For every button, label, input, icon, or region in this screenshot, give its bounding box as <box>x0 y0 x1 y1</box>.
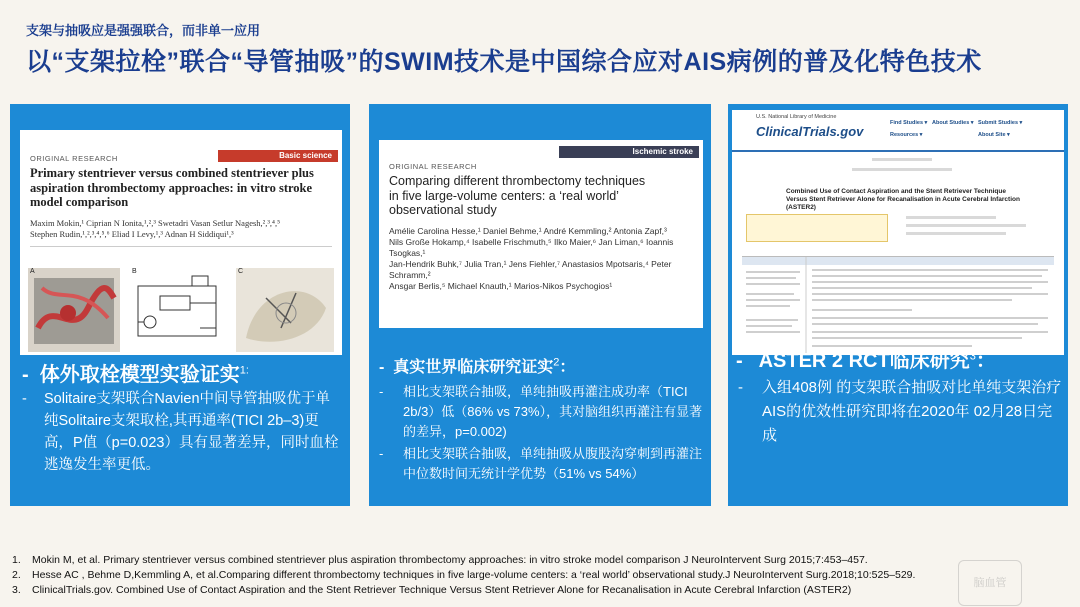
figure-label-a: A <box>30 268 35 275</box>
panel-real-world <box>369 104 711 506</box>
ct-logo: ClinicalTrials.gov <box>756 124 864 139</box>
figure-c-vessel-phantom <box>236 268 334 352</box>
ct-placeholder-line <box>906 216 996 219</box>
panel-heading <box>22 358 249 387</box>
panel-aster2 <box>728 104 1068 506</box>
footnote-number: 2. <box>12 569 21 581</box>
panel-bullet <box>738 376 1064 448</box>
bullet-dash: - <box>22 391 27 407</box>
ct-study-title: Combined Use of Contact Aspiration and the Stent Retriever Technique Versus Stent Retriever Alone for Recanalisation in Acute Cerebral Infarction (ASTER2) <box>786 188 1020 211</box>
slide-title: 以“支架拉栓”联合“导管抽吸”的SWIM技术是中国综合应对AIS病例的普及化特色技术 <box>26 48 982 76</box>
paper-title-line: in five large-volume centers: a ‘real world’ <box>389 188 619 203</box>
ct-nav-item: Resources ▾ <box>890 132 923 138</box>
paper-topic-bar: Basic science <box>218 150 338 162</box>
paper-title-line: aspiration thrombectomy approaches: in vitro stroke <box>30 180 313 195</box>
panel-bullet <box>379 382 705 442</box>
paper-author-line: Nils Große Hokamp,⁴ Isabelle Frischmuth,⁵ Ilko Maier,⁶ Jan Liman,⁶ Ioannis Tsogkas,¹ <box>389 237 674 258</box>
paper-authors <box>389 226 703 292</box>
heading-dash: - <box>379 359 394 376</box>
footnote-1 <box>12 553 1072 568</box>
paper-author-line: Ansgar Berlis,⁵ Michael Knauth,¹ Marios-Nikos Psychogios¹ <box>389 281 613 291</box>
ct-placeholder-line <box>906 232 1006 235</box>
heading-dash: - <box>736 350 759 372</box>
paper-title <box>30 166 314 210</box>
figure-label-c: C <box>238 268 244 275</box>
paper-author-line: Maxim Mokin,¹ Ciprian N Ionita,¹,²,³ Swetadri Vasan Setlur Nagesh,²,³,⁴,⁵ <box>30 218 281 228</box>
paper-author-line: Amélie Carolina Hesse,¹ Daniel Behme,¹ André Kemmling,² Antonia Zapf,³ <box>389 226 667 236</box>
bullet-text: 相比支架联合抽吸，单纯抽吸从腹股沟穿刺到再灌注中位数时间无统计学优势（51% vs 54%） <box>403 446 703 481</box>
panel-heading <box>736 344 996 373</box>
footnote-number: 3. <box>12 584 21 596</box>
footnote-text: ClinicalTrials.gov. Combined Use of Contact Aspiration and the Stent Retriever Technique Versus Stent Retriever Alone for Recanalisation in Acute Cerebral Infarction (ASTER2) <box>32 584 852 596</box>
bullet-dash: - <box>379 384 384 399</box>
slide-supertitle: 支架与抽吸应是强强联合，而非单一应用 <box>26 23 261 38</box>
paper-screenshot-hesse <box>379 140 703 328</box>
paper-author-line: Jan-Hendrik Buhk,⁷ Julia Tran,¹ Jens Fiehler,⁷ Anastasios Mpotsaris,⁴ Peter Schramm,² <box>389 259 672 280</box>
ct-placeholder-line <box>906 224 1026 227</box>
heading-ref: 1 <box>239 364 246 377</box>
footnote-text: Hesse AC , Behme D,Kemmling A, et al.Comparing different thrombectomy techniques in five large-volume centers: a ‘real world’ observational study.J NeuroIntervent Surg.2018;10:525–529. <box>32 569 916 581</box>
paper-title-line: Comparing different thrombectomy techniques <box>389 174 646 188</box>
paper-screenshot-mokin <box>20 130 342 355</box>
ct-nav-item: Find Studies ▾ <box>890 120 928 126</box>
footnote-3 <box>12 583 1072 598</box>
paper-title-line: observational study <box>389 203 497 217</box>
heading-ref: 2 <box>553 356 560 369</box>
ct-nav-item: About Studies ▾ <box>932 120 974 126</box>
clinicaltrials-screenshot <box>732 110 1064 355</box>
heading-colon: ： <box>975 350 996 372</box>
paper-title-line: Primary stentriever versus combined stentriever plus <box>30 166 314 180</box>
watermark-logo: 脑血管 <box>958 560 1022 606</box>
ct-placeholder-line <box>872 158 932 161</box>
heading-dash: - <box>22 364 40 386</box>
heading-text: 真实世界临床研究证实 <box>393 359 554 376</box>
bullet-dash: - <box>379 446 384 461</box>
ct-nav-item: Submit Studies ▾ <box>978 120 1023 126</box>
panel-in-vitro <box>10 104 350 506</box>
bullet-text: Solitaire支架联合Navien中间导管抽吸优于单纯Solitaire支架取栓,其再通率(TICI 2b–3)更高，P值（p=0.023）具有显著差异，同时血栓逃逸发生率更低。 <box>44 391 339 473</box>
ct-placeholder-line <box>852 168 952 171</box>
paper-section-label: ORIGINAL RESEARCH <box>389 162 477 171</box>
ct-detail-table <box>742 256 1054 353</box>
panel-heading <box>379 354 575 377</box>
figure-label-b: B <box>132 268 137 275</box>
ct-header <box>732 110 1064 152</box>
footnote-text: Mokin M, et al. Primary stentriever versus combined stentriever plus aspiration thrombectomy approaches: in vitro stroke model comparison J NeuroIntervent Surg 2015;7:453–457. <box>32 554 868 566</box>
footnote-number: 1. <box>12 554 21 566</box>
figure-b-circuit-diagram <box>130 268 226 352</box>
ct-nlm-label: U.S. National Library of Medicine <box>756 114 837 120</box>
footnote-2 <box>12 568 1072 583</box>
figure-a-vessel-model <box>28 268 120 352</box>
heading-colon: : <box>245 364 249 377</box>
footnotes <box>12 553 1072 598</box>
bullet-dash: - <box>738 379 743 396</box>
paper-figures <box>28 268 334 352</box>
paper-title <box>389 174 645 218</box>
heading-ref: 3 <box>969 350 976 363</box>
paper-divider <box>30 246 332 247</box>
paper-author-line: Stephen Rudin,¹,²,³,⁴,⁵,⁶ Eliad I Levy,¹,³ Adnan H Siddiqui¹,³ <box>30 229 234 239</box>
paper-topic-bar: Ischemic stroke <box>559 146 699 158</box>
bullet-text: 入组408例 的支架联合抽吸对比单纯支架治疗AIS的优效性研究即将在2020年 02月28日完成 <box>762 379 1062 444</box>
ct-nav-item: About Site ▾ <box>978 132 1010 138</box>
ct-notice-box <box>746 214 888 242</box>
heading-text: ASTER 2 RCT临床研究 <box>758 350 970 372</box>
paper-authors <box>30 218 280 240</box>
heading-colon: ： <box>559 359 576 376</box>
panel-bullet <box>22 388 344 476</box>
paper-section-label: ORIGINAL RESEARCH <box>30 154 118 163</box>
heading-text: 体外取栓模型实验证实 <box>39 364 240 386</box>
panel-bullet <box>379 444 705 484</box>
bullet-text: 相比支架联合抽吸，单纯抽吸再灌注成功率（TICI 2b/3）低（86% vs 73%），其对脑组织再灌注有显著的差异，p=0.002) <box>403 384 703 439</box>
paper-title-line: model comparison <box>30 195 129 209</box>
